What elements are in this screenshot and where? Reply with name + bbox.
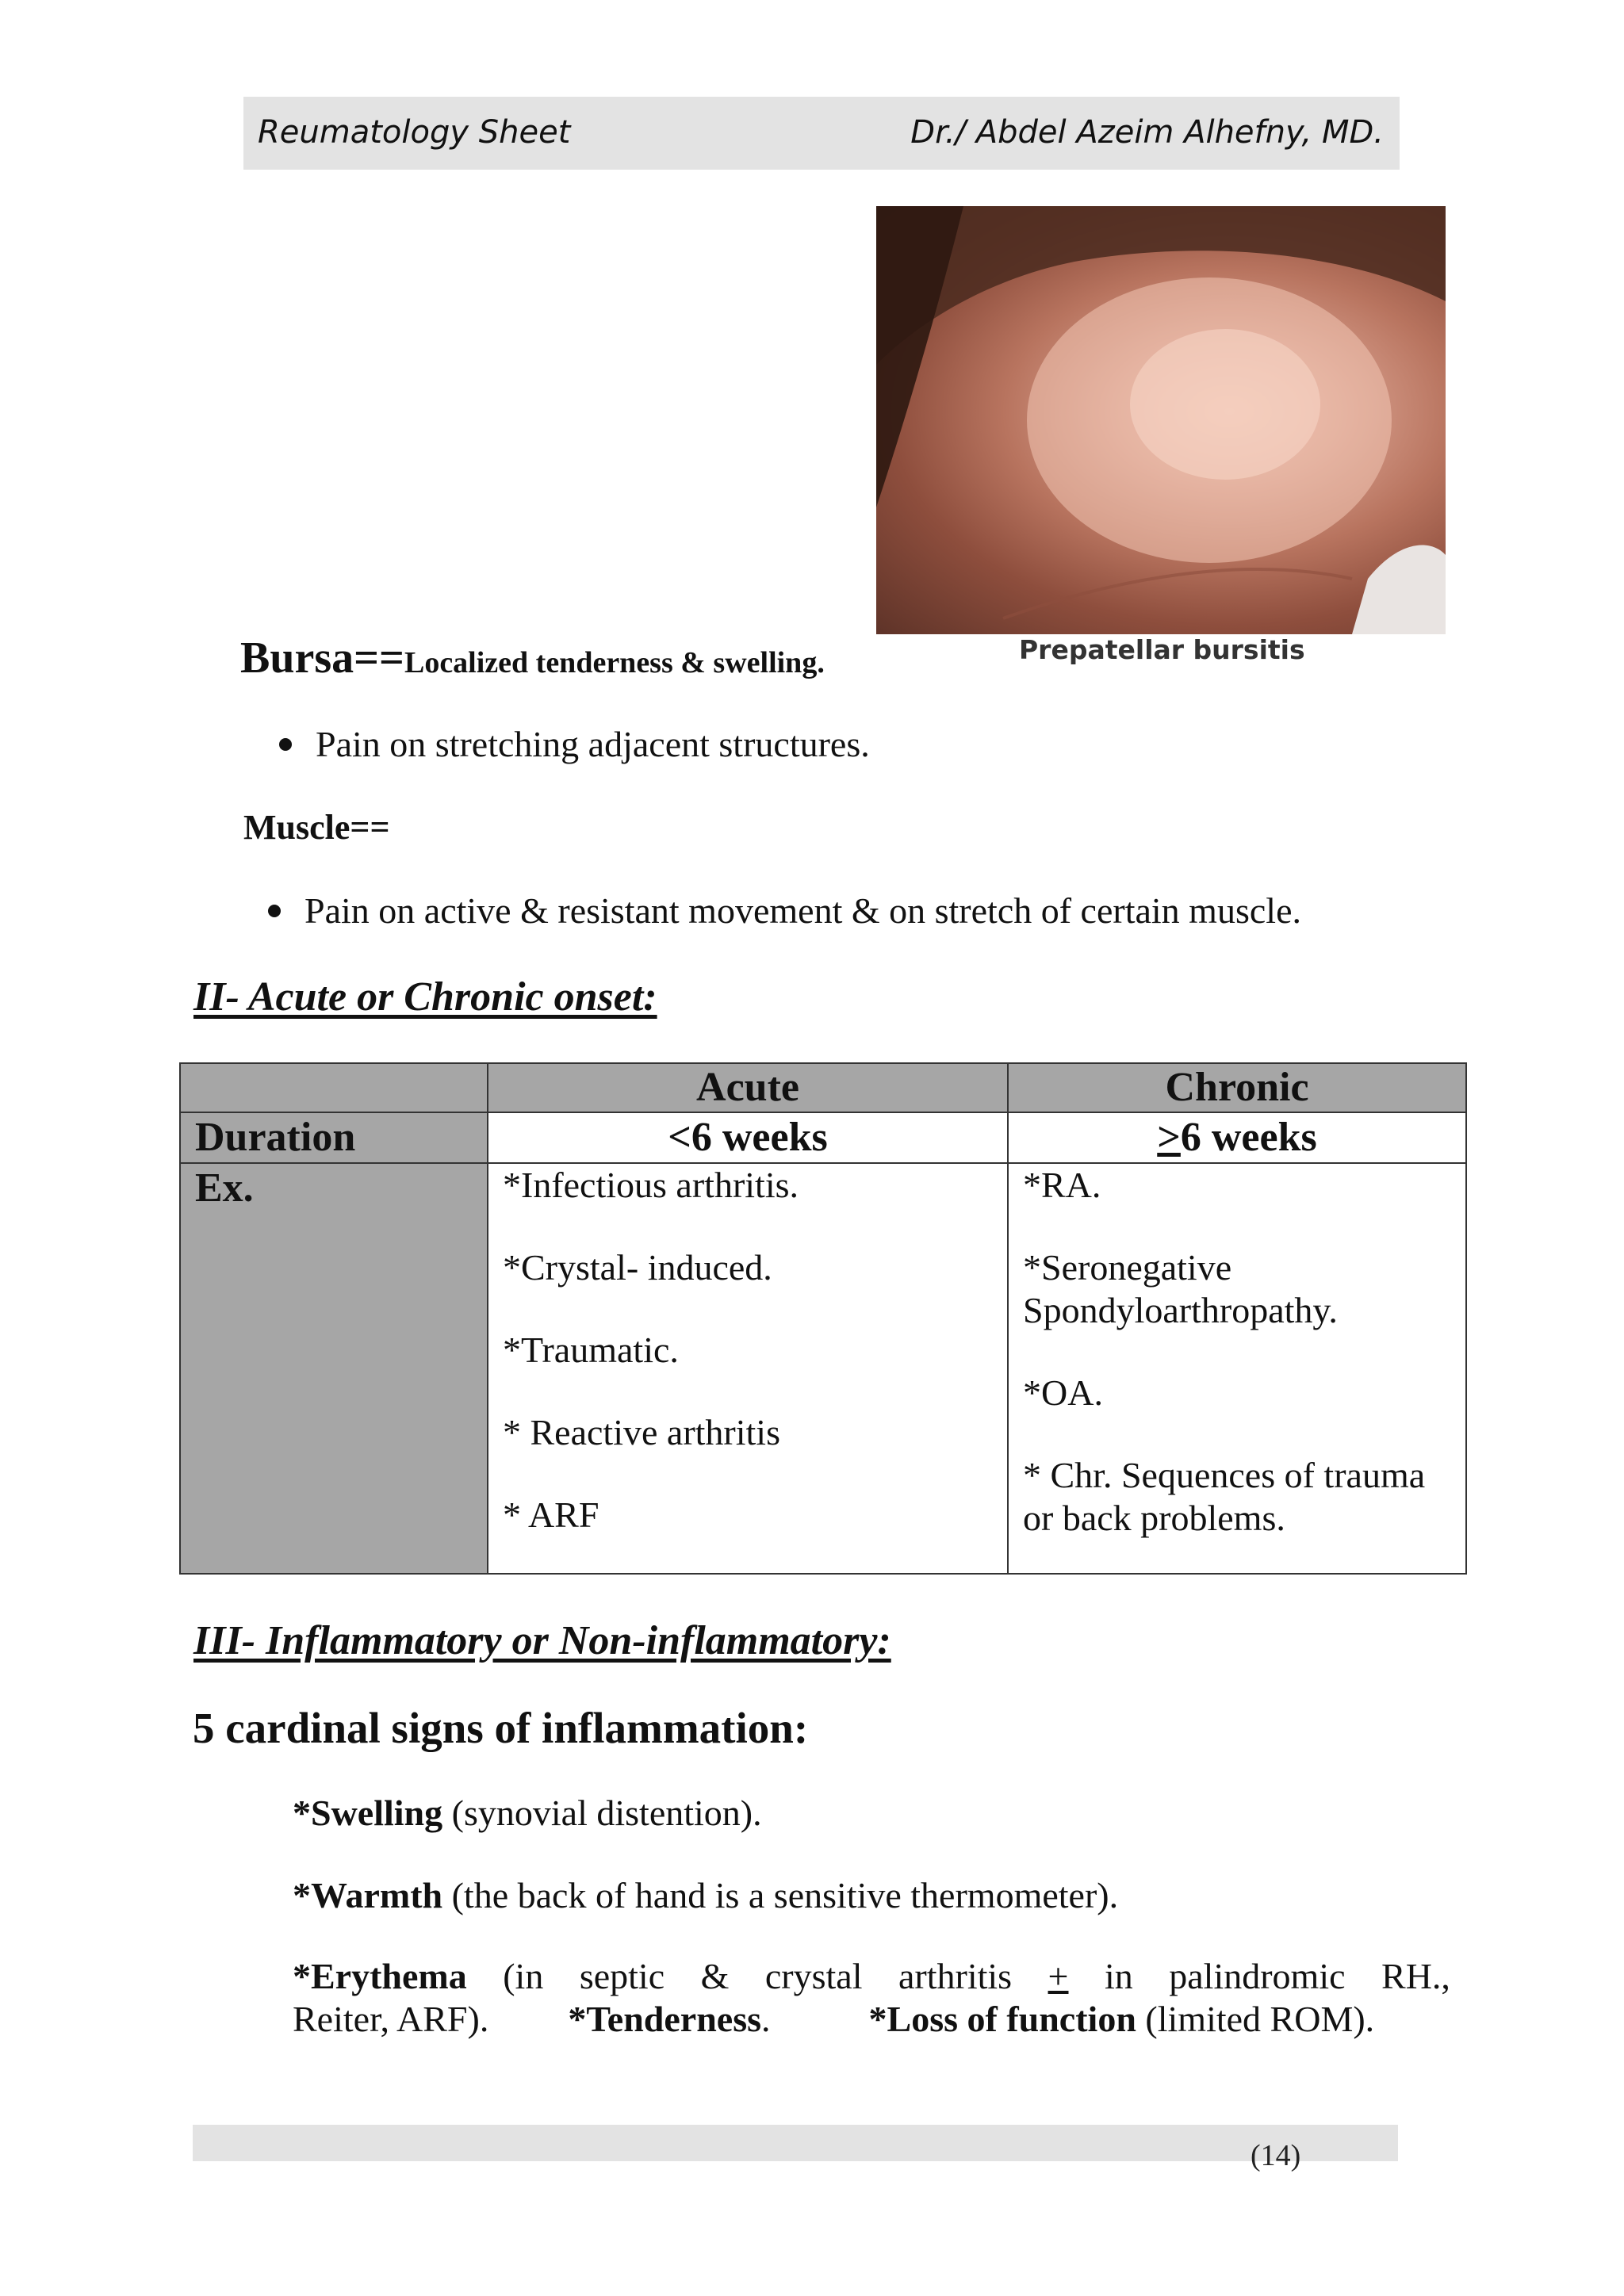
list-item: *Crystal- induced. bbox=[503, 1247, 772, 1288]
duration-label: Duration bbox=[180, 1112, 488, 1163]
loss-of-function-term: *Loss of function bbox=[868, 1999, 1136, 2039]
erythema-line-2 bbox=[293, 1998, 1450, 2041]
bullet-icon bbox=[268, 905, 281, 917]
plus-minus-symbol: + bbox=[1048, 1956, 1069, 1996]
erythema-continuation: Reiter, ARF). bbox=[293, 1999, 489, 2039]
erythema-word: & bbox=[700, 1956, 730, 1996]
list-item: *Seronegative Spondyloarthropathy. bbox=[1023, 1247, 1338, 1330]
bullet-icon bbox=[279, 738, 292, 751]
table-row bbox=[180, 1112, 1466, 1163]
page-number: (14) bbox=[1251, 2139, 1301, 2172]
warmth-desc: (the back of hand is a sensitive thermometer). bbox=[442, 1875, 1119, 1915]
header-author: Dr./ Abdel Azeim Alhefny, MD. bbox=[910, 114, 1384, 151]
section-heading-onset: II- Acute or Chronic onset: bbox=[193, 974, 657, 1020]
bursa-bullet bbox=[279, 723, 870, 765]
sign-swelling bbox=[293, 1792, 762, 1834]
list-item: * Reactive arthritis bbox=[503, 1412, 780, 1452]
bursa-desc: Localized tenderness & swelling. bbox=[404, 646, 825, 679]
loss-of-function-desc: (limited ROM). bbox=[1136, 1999, 1375, 2039]
page-header bbox=[243, 97, 1400, 170]
erythema-line-1 bbox=[293, 1955, 1450, 1998]
header-title: Reumatology Sheet bbox=[258, 114, 571, 151]
erythema-word: septic bbox=[579, 1956, 665, 1996]
erythema-word: (in bbox=[503, 1956, 544, 1996]
tenderness-term: *Tenderness bbox=[568, 1999, 762, 2039]
list-item: *Infectious arthritis. bbox=[503, 1165, 799, 1205]
acute-examples bbox=[488, 1163, 1008, 1574]
erythema-word: in bbox=[1104, 1956, 1133, 1996]
prepatellar-bursitis-photo bbox=[876, 206, 1446, 634]
table-header-chronic: Chronic bbox=[1008, 1063, 1466, 1112]
erythema-word: palindromic bbox=[1169, 1956, 1346, 1996]
table-corner-cell bbox=[180, 1063, 488, 1112]
chronic-examples bbox=[1008, 1163, 1466, 1574]
muscle-term: Muscle== bbox=[243, 808, 390, 847]
examples-label: Ex. bbox=[180, 1163, 488, 1574]
cardinal-signs-heading: 5 cardinal signs of inflammation: bbox=[193, 1704, 809, 1752]
sign-warmth bbox=[293, 1874, 1118, 1916]
bursa-line bbox=[240, 633, 825, 683]
bursa-term: Bursa== bbox=[240, 633, 404, 683]
warmth-term: *Warmth bbox=[293, 1875, 443, 1915]
list-item: * Chr. Sequences of trauma or back problems. bbox=[1023, 1455, 1426, 1538]
table-row bbox=[180, 1163, 1466, 1574]
list-item: *OA. bbox=[1023, 1372, 1103, 1413]
swelling-desc: (synovial distention). bbox=[442, 1793, 762, 1833]
footer-bar bbox=[193, 2125, 1398, 2161]
list-item: *RA. bbox=[1023, 1165, 1101, 1205]
muscle-bullet bbox=[268, 890, 1301, 932]
swelling-term: *Swelling bbox=[293, 1793, 443, 1833]
list-item: *Traumatic. bbox=[503, 1330, 679, 1370]
bursa-bullet-text: Pain on stretching adjacent structures. bbox=[316, 724, 870, 764]
chronic-duration-symbol: > bbox=[1157, 1115, 1181, 1160]
erythema-word: crystal bbox=[764, 1956, 863, 1996]
chronic-duration bbox=[1008, 1112, 1466, 1163]
section-heading-inflammatory: III- Inflammatory or Non-inflammatory: bbox=[193, 1618, 891, 1663]
list-item: * ARF bbox=[503, 1494, 599, 1535]
muscle-bullet-text: Pain on active & resistant movement & on stretch of certain muscle. bbox=[304, 890, 1301, 931]
table-header-acute: Acute bbox=[488, 1063, 1008, 1112]
sign-erythema bbox=[293, 1955, 1450, 2041]
erythema-word: RH., bbox=[1381, 1956, 1450, 1996]
onset-table bbox=[179, 1062, 1467, 1575]
chronic-duration-value: 6 weeks bbox=[1180, 1115, 1317, 1160]
acute-duration: <6 weeks bbox=[488, 1112, 1008, 1163]
table-header-row bbox=[180, 1063, 1466, 1112]
erythema-word: arthritis bbox=[898, 1956, 1013, 1996]
tenderness-period: . bbox=[761, 1999, 771, 2039]
figure-caption: Prepatellar bursitis bbox=[1019, 634, 1305, 665]
erythema-term: *Erythema bbox=[293, 1956, 467, 1996]
